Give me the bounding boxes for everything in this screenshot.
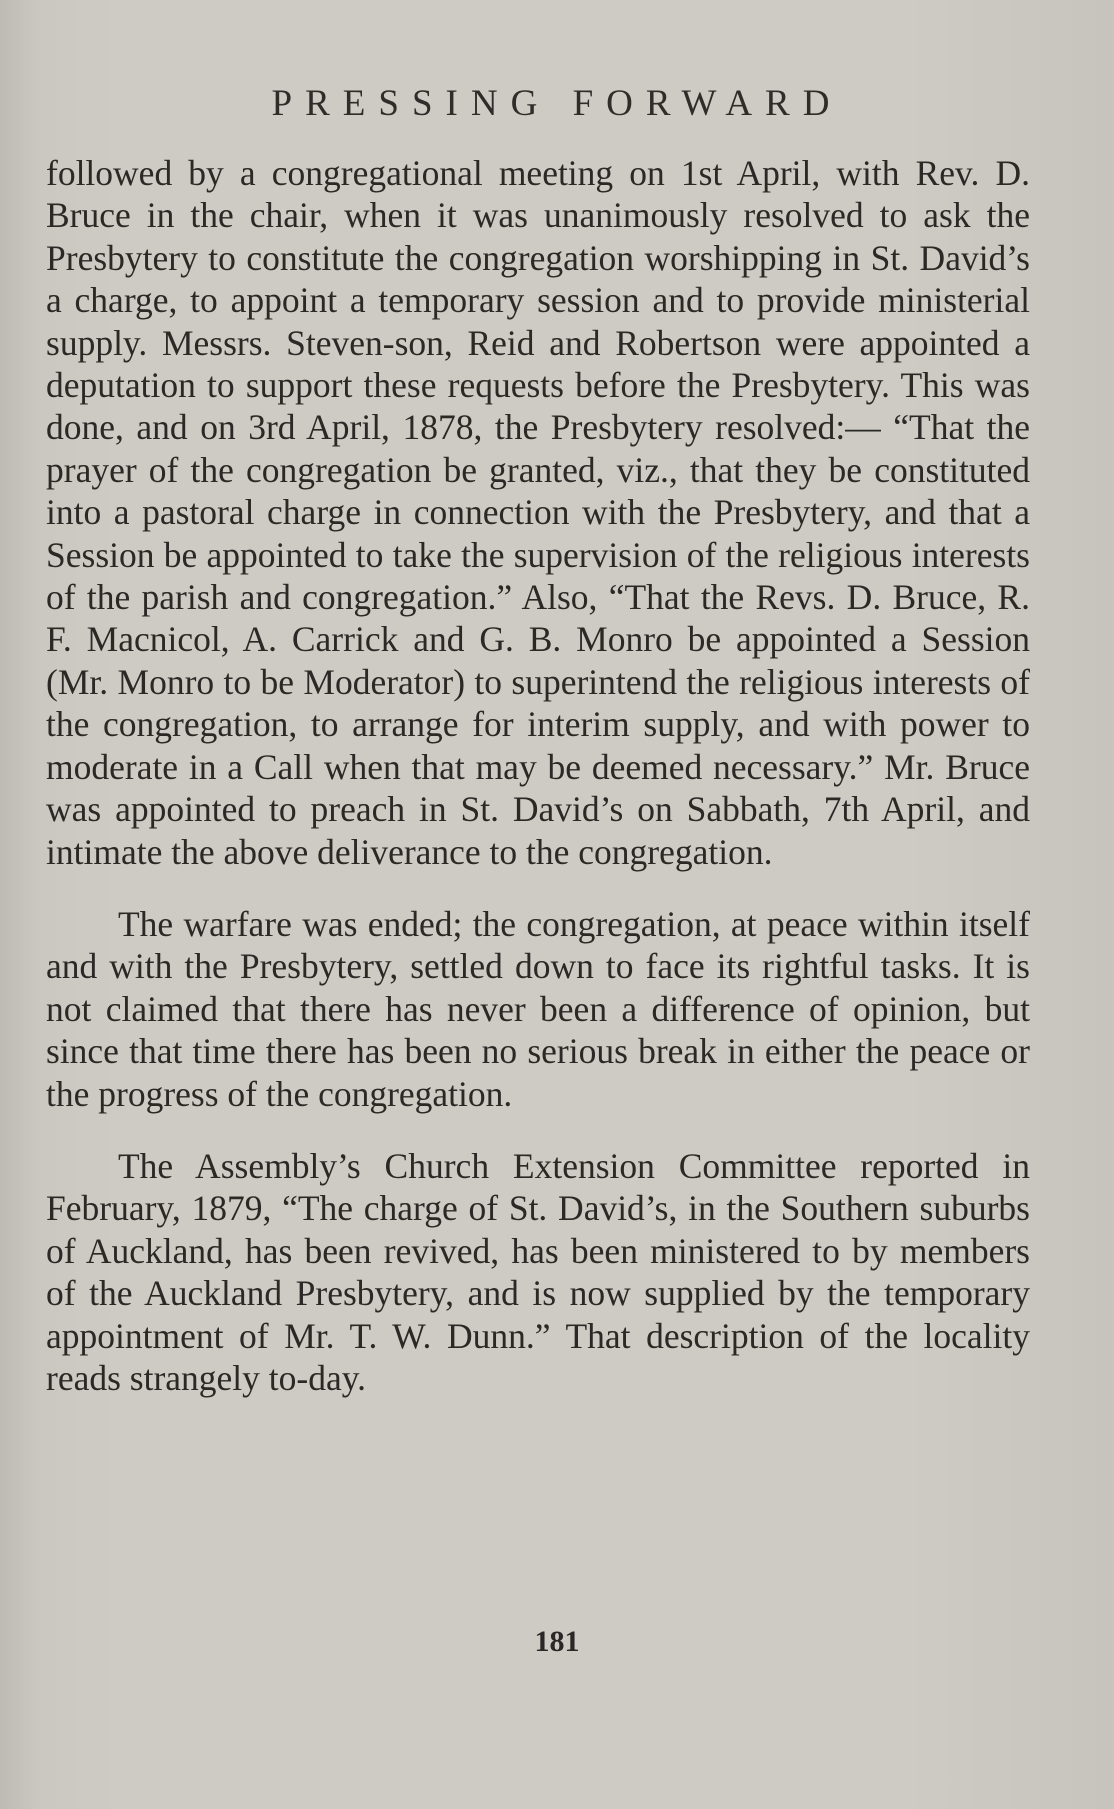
running-head: PRESSING FORWARD [271,83,843,124]
paragraph-2: The warfare was ended; the congregation, at peace within itself and with the Presbytery, settled down to face its rightful tasks. It is not claimed that there has never been a difference of opinion, but since that time there has been no serious break in either the peace or the progress of the congregation. [46,903,1030,1114]
paragraph-3: The Assembly’s Church Extension Committee reported in February, 1879, “The charge of St. David’s, in the Southern suburbs of Auckland, has been revived, has been ministered to by members of the Auckland Presbytery, and is now supplied by the temporary appointment of Mr. T. W. Dunn.” That description of the locality reads strangely to-day. [46,1145,1030,1398]
body-text [46,152,1030,1399]
page-number: 181 [534,1625,580,1658]
paragraph-1: followed by a congregational meeting on 1st April, with Rev. D. Bruce in the chair, when it was unanimously resolved to ask the Presbytery to constitute the congregation worshipping in St. David’s a charge, to appoint a temporary session and to provide ministerial supply. Messrs. Steven-son, Reid and Robertson were appointed a deputation to support these requests before the Presbytery. This was done, and on 3rd April, 1878, the Presbytery resolved:— “That the prayer of the congregation be granted, viz., that they be constituted into a pastoral charge in connection with the Presbytery, and that a Session be appointed to take the supervision of the religious interests of the parish and congregation.” Also, “That the Revs. D. Bruce, R. F. Macnicol, A. Carrick and G. B. Monro be appointed a Session (Mr. Monro to be Moderator) to superintend the religious interests of the congregation, to arrange for interim supply, and with power to moderate in a Call when that may be deemed necessary.” Mr. Bruce was appointed to preach in St. David’s on Sabbath, 7th April, and intimate the above deliverance to the congregation. [46,153,1030,872]
